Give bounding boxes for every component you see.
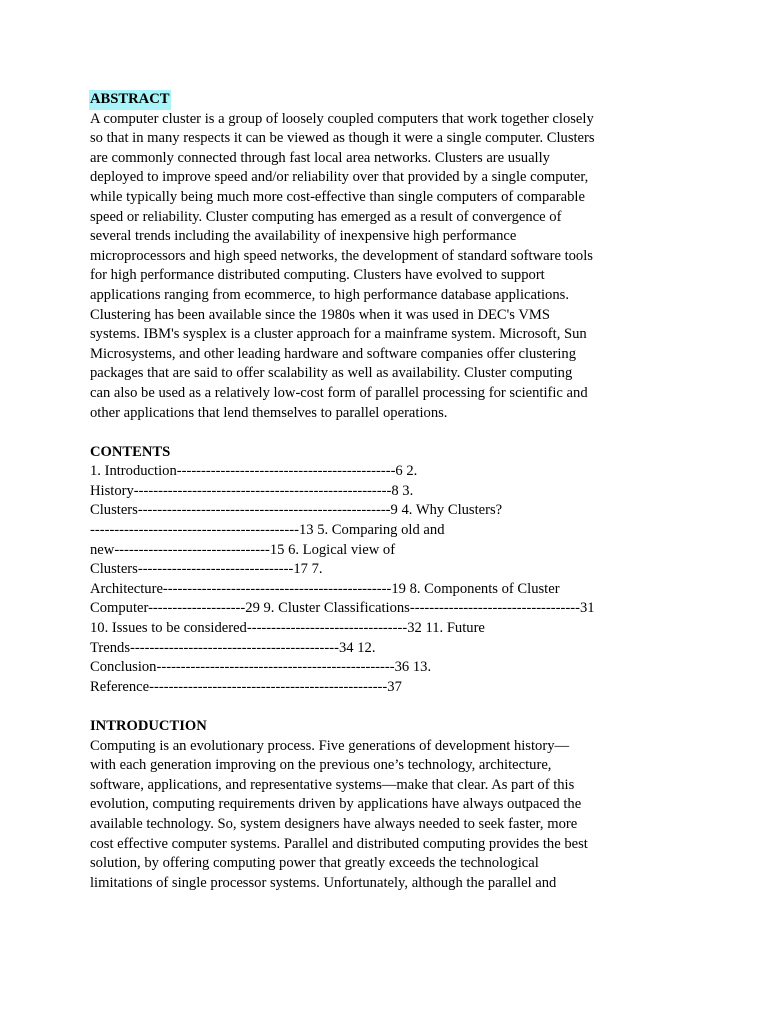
introduction-section (90, 717, 690, 893)
abstract-line: so that in many respects it can be viewed as though it were a single computer. Clusters (90, 130, 595, 147)
abstract-section (90, 90, 690, 423)
contents-line: Clusters--------------------------------17 7. (90, 561, 323, 578)
abstract-heading: ABSTRACT (89, 90, 171, 110)
contents-line: 10. Issues to be considered---------------------------------32 11. Future (90, 620, 485, 637)
contents-section (90, 443, 690, 698)
abstract-line: deployed to improve speed and/or reliability over that provided by a single computer, (90, 169, 589, 186)
abstract-line: systems. IBM's sysplex is a cluster approach for a mainframe system. Microsoft, Sun (90, 326, 587, 343)
introduction-heading: INTRODUCTION (90, 718, 207, 734)
introduction-body (90, 737, 690, 894)
introduction-line: cost effective computer systems. Parallel and distributed computing provides the best (90, 835, 588, 852)
contents-line: Computer--------------------29 9. Cluster Classifications-----------------------------------31 (90, 600, 595, 617)
abstract-line: while typically being much more cost-effective than single computers of comparable (90, 188, 585, 205)
contents-line: new--------------------------------15 6. Logical view of (90, 541, 396, 558)
abstract-line: applications ranging from ecommerce, to high performance database applications. (90, 286, 569, 303)
contents-heading: CONTENTS (90, 443, 171, 460)
contents-line: History-----------------------------------------------------8 3. (90, 482, 414, 499)
introduction-line: Computing is an evolutionary process. Five generations of development history— (90, 737, 570, 754)
introduction-line: evolution, computing requirements driven by applications have always outpaced the (90, 796, 582, 813)
introduction-line: with each generation improving on the previous one’s technology, architecture, (90, 757, 552, 774)
document-page (90, 90, 690, 893)
abstract-line: for high performance distributed computing. Clusters have evolved to support (90, 267, 545, 284)
abstract-line: speed or reliability. Cluster computing has emerged as a result of convergence of (90, 208, 562, 225)
section-gap (90, 423, 690, 443)
introduction-line: limitations of single processor systems. Unfortunately, although the parallel and (90, 874, 557, 891)
contents-line: Architecture-----------------------------------------------19 8. Components of Cluster (90, 580, 560, 597)
abstract-line: A computer cluster is a group of loosely coupled computers that work together closely (90, 110, 594, 127)
introduction-line: solution, by offering computing power that greatly exceeds the technological (90, 855, 539, 872)
abstract-line: several trends including the availability of inexpensive high performance (90, 228, 517, 245)
contents-line: Trends-------------------------------------------34 12. (90, 639, 376, 656)
introduction-line: software, applications, and representative systems—make that clear. As part of this (90, 776, 575, 793)
contents-line: Clusters----------------------------------------------------9 4. Why Clusters? (90, 502, 503, 519)
contents-list (90, 462, 690, 697)
abstract-line: are commonly connected through fast local area networks. Clusters are usually (90, 149, 550, 166)
abstract-line: packages that are said to offer scalability as well as availability. Cluster computing (90, 365, 573, 382)
contents-line: 1. Introduction---------------------------------------------6 2. (90, 463, 418, 480)
contents-line: -------------------------------------------13 5. Comparing old and (90, 522, 445, 539)
abstract-line: Clustering has been available since the 1980s when it was used in DEC's VMS (90, 306, 550, 323)
abstract-body (90, 110, 690, 424)
contents-line: Reference-------------------------------------------------37 (90, 678, 402, 695)
contents-line: Conclusion-------------------------------------------------36 13. (90, 659, 432, 676)
abstract-line: other applications that lend themselves to parallel operations. (90, 404, 448, 421)
introduction-line: available technology. So, system designers have always needed to seek faster, more (90, 815, 578, 832)
abstract-line: microprocessors and high speed networks, the development of standard software tools (90, 247, 593, 264)
abstract-line: Microsystems, and other leading hardware and software companies offer clustering (90, 345, 577, 362)
abstract-line: can also be used as a relatively low-cost form of parallel processing for scientific and (90, 384, 588, 401)
section-gap (90, 697, 690, 717)
